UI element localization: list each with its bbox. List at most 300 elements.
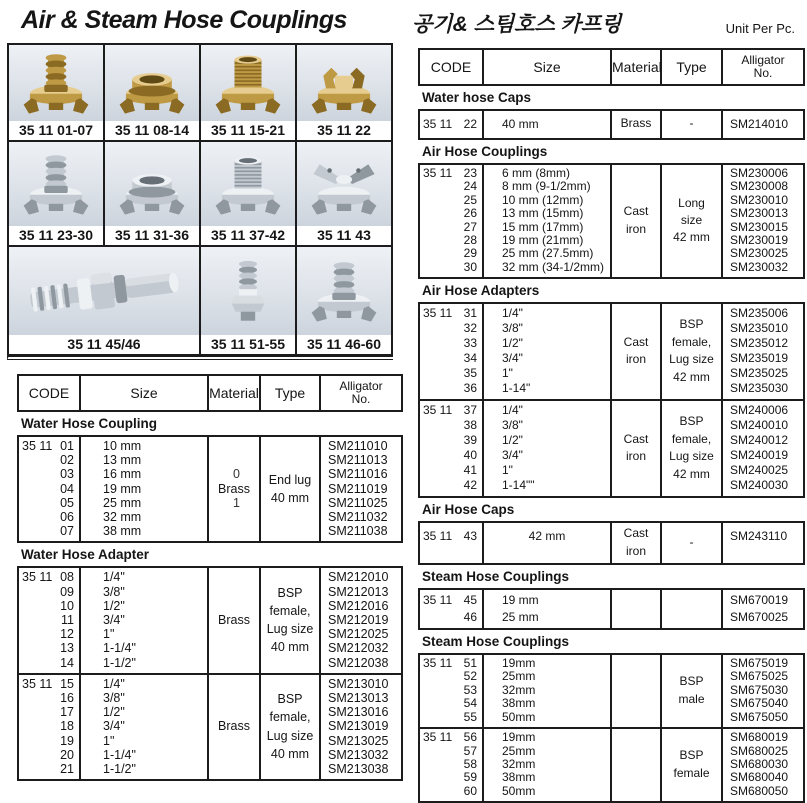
code-cell xyxy=(419,589,483,629)
column-header-size: Size xyxy=(483,49,611,85)
size-cell xyxy=(483,400,611,497)
code-line xyxy=(19,641,79,655)
type-line: - xyxy=(689,116,694,131)
alligator-no-value: SM675030 xyxy=(730,682,789,697)
type-line: End lug xyxy=(268,472,312,487)
type-line: BSP xyxy=(679,674,704,689)
code-prefix xyxy=(420,697,423,710)
type-line: 40 mm xyxy=(270,640,310,655)
product-cell xyxy=(201,45,297,142)
code-line xyxy=(19,585,79,599)
product-cell xyxy=(297,247,393,356)
product-code-label: 35 11 45/46 xyxy=(9,335,199,354)
column-header-code: CODE xyxy=(18,375,80,411)
alligator-no-value: SM213013 xyxy=(328,691,389,706)
code-suffix: 59 xyxy=(463,770,477,785)
type-line: 40 mm xyxy=(270,746,310,761)
claw-female-icon xyxy=(109,47,195,119)
code-suffix: 24 xyxy=(463,179,477,194)
code-prefix xyxy=(19,762,22,776)
type-line: Lug size xyxy=(669,449,714,464)
size-cell xyxy=(483,164,611,278)
code-prefix xyxy=(19,691,22,705)
alligator-no-value: SM213016 xyxy=(328,705,389,720)
code-line xyxy=(420,336,482,351)
code-line xyxy=(19,627,79,641)
size-value: 50mm xyxy=(502,783,536,798)
code-line xyxy=(420,697,482,710)
code-prefix xyxy=(420,711,423,724)
type-cell xyxy=(661,522,722,564)
section-band xyxy=(18,411,402,436)
alligator-no-cell xyxy=(722,654,804,728)
product-code-label: 35 11 37-42 xyxy=(201,226,295,245)
product-photo xyxy=(201,247,295,335)
type-line: - xyxy=(689,534,694,549)
alligator-no-value: SM211038 xyxy=(328,524,388,539)
type-line: Lug size xyxy=(266,728,314,743)
code-line xyxy=(420,785,482,798)
code-suffix: 37 xyxy=(463,403,477,418)
code-line xyxy=(420,463,482,478)
material-value xyxy=(612,115,660,132)
size-value: 10 mm (12mm) xyxy=(502,192,584,207)
section-band xyxy=(419,564,804,589)
material-line: Brass xyxy=(218,481,250,496)
code-line xyxy=(19,439,79,453)
alligator-no-value: SM212016 xyxy=(328,598,389,613)
type-line: female, xyxy=(671,334,712,349)
code-line xyxy=(420,758,482,771)
column-header-size: Size xyxy=(80,375,208,411)
code-line xyxy=(420,403,482,418)
product-photo xyxy=(201,142,295,226)
size-value: 1/4" xyxy=(502,403,523,418)
table-body xyxy=(419,85,804,802)
code-suffix: 36 xyxy=(463,381,477,396)
code-suffix: 25 xyxy=(463,192,477,207)
size-value: 10 mm xyxy=(103,439,142,453)
material-line: Cast xyxy=(623,431,649,446)
alligator-no-value: SM211016 xyxy=(328,467,388,482)
size-cell xyxy=(483,589,611,629)
code-prefix xyxy=(19,524,22,538)
code-prefix: 35 11 xyxy=(423,656,453,671)
code-line xyxy=(19,467,79,481)
header-row xyxy=(419,49,804,85)
code-cell xyxy=(419,400,483,497)
table-head xyxy=(18,375,402,411)
material-value xyxy=(612,525,660,560)
size-value: 32 mm (34-1/2mm) xyxy=(502,259,605,274)
size-value: 3/8" xyxy=(103,584,125,599)
alligator-no-value: SM235019 xyxy=(730,351,789,366)
type-cell xyxy=(661,303,722,400)
code-line xyxy=(19,762,79,776)
alligator-no-value: SM240010 xyxy=(730,418,789,433)
code-prefix xyxy=(19,719,22,733)
code-prefix: 35 11 xyxy=(423,117,453,131)
code-prefix xyxy=(420,194,423,207)
code-suffix: 09 xyxy=(60,584,74,599)
code-line xyxy=(420,261,482,274)
code-line xyxy=(420,321,482,336)
code-suffix: 42 xyxy=(463,478,477,493)
size-value: 3/8" xyxy=(502,321,523,336)
size-value: 3/8" xyxy=(103,691,125,706)
header-line: No. xyxy=(351,392,371,406)
alligator-no-value: SM680040 xyxy=(730,770,789,785)
stray-mark: 0 xyxy=(233,467,240,482)
alligator-no-value: SM230008 xyxy=(730,179,789,194)
material-cell xyxy=(611,589,661,629)
alligator-no-value: SM675019 xyxy=(730,656,789,671)
alligator-no-value: SM213010 xyxy=(328,676,389,691)
code-prefix xyxy=(420,366,423,381)
code-prefix xyxy=(19,734,22,748)
size-value: 25 mm 1 xyxy=(103,495,240,510)
type-line: 42 mm xyxy=(673,369,710,384)
code-prefix xyxy=(420,758,423,771)
section-band xyxy=(18,542,402,567)
spec-block-row xyxy=(18,567,402,673)
table-head xyxy=(419,49,804,85)
type-cell xyxy=(661,654,722,728)
alligator-no-value: SM230015 xyxy=(730,219,789,234)
type-value xyxy=(662,747,721,782)
size-value: 19mm xyxy=(502,730,536,745)
korean-title: 공기& 스팀호스 카프링 xyxy=(412,13,622,36)
code-line xyxy=(420,771,482,784)
code-suffix: 26 xyxy=(463,206,477,221)
type-cell xyxy=(260,436,320,542)
product-photo xyxy=(9,142,103,226)
size-value: 40 mm xyxy=(502,117,539,131)
type-line: female xyxy=(673,765,710,780)
size-value: 3/4" xyxy=(103,613,125,628)
size-value: 32 mm xyxy=(103,510,142,525)
section-title: Steam Hose Couplings xyxy=(419,564,804,589)
spec-block-row xyxy=(18,436,402,542)
size-cell xyxy=(80,567,208,673)
alligator-no-value: SM670025 xyxy=(730,609,789,624)
code-prefix xyxy=(420,221,423,234)
material-line: Cast xyxy=(623,204,649,219)
code-suffix: 55 xyxy=(463,709,477,724)
code-suffix: 05 xyxy=(60,495,74,510)
column-header-alligator-no xyxy=(320,375,402,411)
alligator-no-value: SM680030 xyxy=(730,756,789,771)
code-cell xyxy=(419,654,483,728)
product-cell xyxy=(297,45,393,142)
alligator-no-value: SM235006 xyxy=(730,306,789,321)
table-body xyxy=(18,411,402,780)
code-prefix xyxy=(420,609,423,626)
type-line: female, xyxy=(269,710,311,725)
size-value: 1" xyxy=(502,366,513,381)
code-line xyxy=(420,657,482,670)
type-value xyxy=(662,316,721,386)
alligator-no-value: SM235030 xyxy=(730,381,789,396)
code-prefix xyxy=(19,482,22,496)
code-suffix: 12 xyxy=(60,627,74,642)
code-prefix xyxy=(420,207,423,220)
code-line xyxy=(420,167,482,180)
code-suffix: 21 xyxy=(60,762,74,777)
alligator-no-value: SM675025 xyxy=(730,669,789,684)
column-header-material: Material xyxy=(611,49,661,85)
code-prefix: 35 11 xyxy=(423,403,453,418)
alligator-no-value: SM240019 xyxy=(730,448,789,463)
size-value: 1/4" xyxy=(103,676,125,691)
alligator-no-value: SM243110 xyxy=(730,529,788,544)
code-prefix xyxy=(420,261,423,274)
section-band xyxy=(419,139,804,164)
code-suffix: 16 xyxy=(60,691,74,706)
code-line xyxy=(420,247,482,260)
code-suffix: 33 xyxy=(463,336,477,351)
spec-block-row xyxy=(419,400,804,497)
code-suffix: 10 xyxy=(60,598,74,613)
product-cell xyxy=(105,142,201,247)
code-line xyxy=(420,684,482,697)
code-line xyxy=(19,510,79,524)
code-prefix xyxy=(420,247,423,260)
size-value: 1-14" xyxy=(502,381,531,396)
material-cell xyxy=(611,400,661,497)
code-suffix: 17 xyxy=(60,705,74,720)
type-cell xyxy=(260,567,320,673)
product-code-label: 35 11 22 xyxy=(297,121,391,140)
alligator-no-value: SM675040 xyxy=(730,696,789,711)
size-value: 1-14"" xyxy=(502,478,535,493)
claw-barb-icon xyxy=(13,47,99,119)
code-prefix xyxy=(19,496,22,510)
claw-barb-icon xyxy=(301,255,387,327)
type-line: BSP xyxy=(679,748,704,763)
material-value xyxy=(612,334,660,369)
size-value: 50mm xyxy=(502,709,536,724)
code-cell xyxy=(419,303,483,400)
type-value xyxy=(662,413,721,483)
code-suffix: 46 xyxy=(463,609,477,624)
type-value xyxy=(662,195,721,247)
code-suffix: 06 xyxy=(60,510,74,525)
type-line: Long xyxy=(678,195,705,210)
product-code-label: 35 11 15-21 xyxy=(201,121,295,140)
product-photo xyxy=(297,45,391,121)
section-band xyxy=(419,629,804,654)
code-suffix: 43 xyxy=(463,529,477,544)
header-line: Alligator xyxy=(741,53,785,67)
column-header-material: Material xyxy=(208,375,260,411)
alligator-no-value: SM213032 xyxy=(328,747,389,762)
code-line xyxy=(420,731,482,744)
product-photo xyxy=(105,45,199,121)
alligator-no-cell xyxy=(320,436,402,542)
material-cell xyxy=(611,728,661,802)
code-prefix xyxy=(19,627,22,641)
code-suffix: 32 xyxy=(463,321,477,336)
code-prefix xyxy=(19,705,22,719)
code-line xyxy=(19,656,79,670)
alligator-no-cell xyxy=(722,522,804,564)
code-suffix: 19 xyxy=(60,733,74,748)
size-cell xyxy=(483,728,611,802)
material-value xyxy=(209,611,259,629)
left-table-holder xyxy=(7,374,402,781)
alligator-no-value: SM212013 xyxy=(328,584,389,599)
size-value: 1" xyxy=(502,463,513,478)
code-prefix: 35 11 xyxy=(22,439,53,453)
section-title: Air Hose Couplings xyxy=(419,139,804,164)
alligator-no-value: SM240006 xyxy=(730,403,789,418)
code-cell xyxy=(419,728,483,802)
alligator-no-value: SM680025 xyxy=(730,743,789,758)
code-line xyxy=(420,351,482,366)
type-line: BSP xyxy=(277,692,303,707)
code-line xyxy=(420,306,482,321)
code-line xyxy=(420,745,482,758)
code-line xyxy=(19,677,79,691)
size-value: 19mm xyxy=(502,656,536,671)
code-line xyxy=(420,207,482,220)
alligator-no-value: SM213019 xyxy=(328,719,389,734)
size-value: 38mm xyxy=(502,770,536,785)
material-line: iron xyxy=(625,221,646,236)
code-prefix: 35 11 xyxy=(423,166,453,180)
code-suffix: 01 xyxy=(60,439,74,453)
code-line xyxy=(19,719,79,733)
code-prefix xyxy=(420,418,423,433)
product-photo xyxy=(201,45,295,121)
section-title: Air Hose Adapters xyxy=(419,278,804,303)
section-title: Water hose Caps xyxy=(419,85,804,110)
code-suffix: 22 xyxy=(463,117,477,131)
product-cell xyxy=(297,142,393,247)
product-photo xyxy=(105,142,199,226)
code-line xyxy=(420,234,482,247)
code-suffix: 13 xyxy=(60,641,74,656)
spacer xyxy=(7,360,402,374)
type-line: BSP xyxy=(679,317,704,332)
code-cell xyxy=(419,110,483,139)
size-value: 1/4" xyxy=(103,570,125,585)
stray-mark: 1 xyxy=(233,495,240,510)
size-cell xyxy=(483,110,611,139)
product-code-label: 35 11 01-07 xyxy=(9,121,103,140)
alligator-no-value: SM675050 xyxy=(730,709,789,724)
size-value: 25 mm xyxy=(502,609,539,624)
code-prefix xyxy=(19,467,22,481)
code-prefix xyxy=(420,771,423,784)
size-value: 32mm xyxy=(502,682,536,697)
alligator-no-value: SM230010 xyxy=(730,192,789,207)
claw-female-icon xyxy=(109,148,195,220)
type-line: BSP xyxy=(277,585,303,600)
code-suffix: 29 xyxy=(463,246,477,261)
product-cell xyxy=(9,247,201,356)
alligator-no-value: SM680050 xyxy=(730,783,789,798)
size-cell xyxy=(80,674,208,780)
left-column xyxy=(0,0,402,780)
type-line: male xyxy=(678,691,705,706)
alligator-no-value: SM212032 xyxy=(328,641,389,656)
code-cell xyxy=(419,164,483,278)
code-suffix: 57 xyxy=(463,743,477,758)
section-band xyxy=(419,497,804,522)
code-line xyxy=(19,748,79,762)
size-value: 1/2" xyxy=(502,336,523,351)
size-value: 3/4" xyxy=(502,351,523,366)
spec-block-row xyxy=(419,522,804,564)
product-photo xyxy=(9,247,199,335)
code-prefix xyxy=(420,321,423,336)
code-line xyxy=(420,194,482,207)
type-cell xyxy=(260,674,320,780)
code-prefix: 35 11 xyxy=(423,730,453,745)
claw-male-icon xyxy=(205,47,291,119)
code-line xyxy=(420,478,482,493)
page-title: Air & Steam Hose Couplings xyxy=(21,6,347,34)
code-prefix xyxy=(19,641,22,655)
code-cell xyxy=(419,522,483,564)
alligator-no-value: SM213038 xyxy=(328,762,389,777)
size-value: 3/4" xyxy=(103,719,125,734)
code-cell xyxy=(18,567,80,673)
claw-barb-icon xyxy=(13,148,99,220)
code-line xyxy=(19,599,79,613)
size-value: 25mm xyxy=(502,669,536,684)
type-cell xyxy=(661,589,722,629)
code-line xyxy=(420,418,482,433)
product-cell xyxy=(105,45,201,142)
code-suffix: 51 xyxy=(463,656,477,671)
product-code-label: 35 11 08-14 xyxy=(105,121,199,140)
alligator-no-value: SM211019 xyxy=(328,481,388,496)
type-cell xyxy=(661,400,722,497)
column-header-alligator-no xyxy=(722,49,804,85)
size-value: 1-1/2" xyxy=(103,655,136,670)
code-line xyxy=(420,670,482,683)
alligator-no-value: SM211032 xyxy=(328,510,388,525)
material-line: Brass xyxy=(218,719,250,734)
spec-block-row xyxy=(18,674,402,780)
type-cell xyxy=(661,110,722,139)
alligator-no-value: SM212038 xyxy=(328,655,389,670)
product-cell xyxy=(201,142,297,247)
product-photo xyxy=(297,247,391,335)
material-cell xyxy=(208,674,260,780)
spec-table-right xyxy=(418,48,805,803)
size-value: 38mm xyxy=(502,696,536,711)
product-photo xyxy=(9,45,103,121)
code-suffix: 34 xyxy=(463,351,477,366)
code-prefix xyxy=(19,585,22,599)
type-value xyxy=(261,471,319,507)
code-suffix: 20 xyxy=(60,747,74,762)
size-value: 42 mm xyxy=(528,529,566,544)
size-value: 19 mm xyxy=(502,593,539,608)
barb-adapter-icon xyxy=(205,255,291,327)
material-value xyxy=(612,431,660,466)
code-prefix xyxy=(420,684,423,697)
code-prefix xyxy=(19,748,22,762)
alligator-no-value: SM211025 xyxy=(328,495,388,510)
product-cell xyxy=(9,142,105,247)
code-suffix: 04 xyxy=(60,481,74,496)
code-line xyxy=(420,433,482,448)
